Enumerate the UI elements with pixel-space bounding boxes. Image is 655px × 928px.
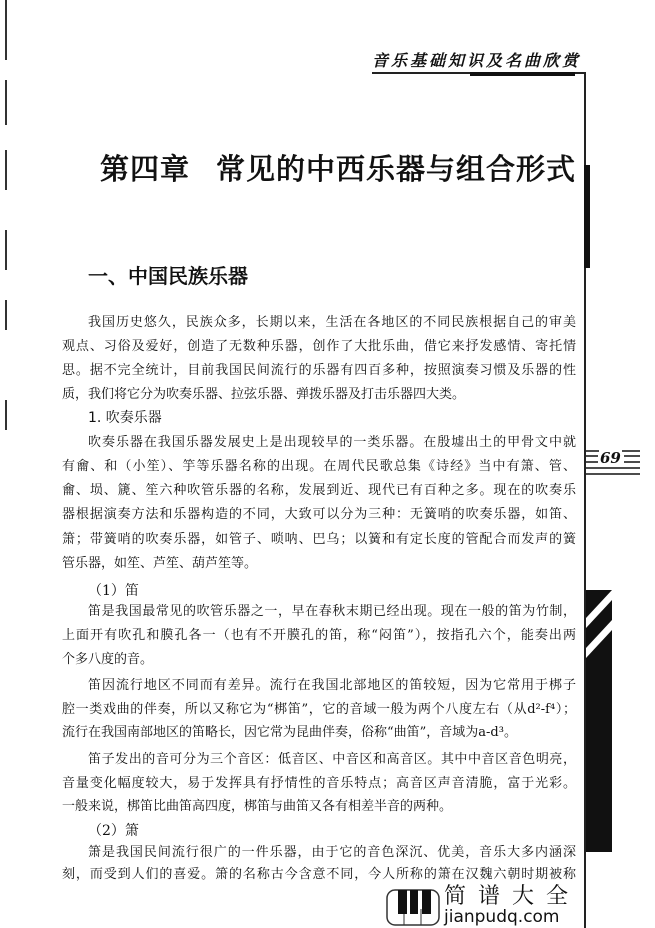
text-line: 一般来说，梆笛比曲笛高四度，梆笛与曲笛又各有相差半音的两种。: [62, 799, 453, 814]
text-line: 音量变化幅度较大，易于发挥具有抒情性的音乐特点；高音区声音清脆，富于光彩。: [62, 776, 576, 791]
subsection-heading: 1. 吹奏乐器: [88, 410, 162, 426]
text-line: 有龠、和（小笙）、竽等乐器名称的出现。在周代民歌总集《诗经》当中有箫、管、: [62, 459, 576, 474]
section-heading: 一、中国民族乐器: [88, 264, 248, 288]
text-line: 笛子发出的音可分为三个音区：低音区、中音区和高音区。其中中音区音色明亮，: [88, 752, 576, 767]
margin-mark: [5, 0, 7, 60]
text-line: 流行在我国南部地区的笛略长，因它常为昆曲伴奏，俗称“曲笛”，音域为a-d³。: [62, 725, 517, 740]
text-line: 刻，而受到人们的喜爱。箫的名称古今含意不同，今人所称的箫在汉魏六朝时期被称: [62, 867, 576, 882]
page-number-tab: [586, 448, 640, 478]
margin-mark: [5, 230, 7, 270]
text-line: 箫是我国民间流行很广的一件乐器，由于它的音色深沉、优美，音乐大多内涵深: [88, 845, 576, 860]
running-header: 音乐基础知识及名曲欣赏: [372, 51, 582, 70]
margin-mark: [5, 80, 7, 125]
margin-bar: [584, 165, 590, 268]
margin-mark: [5, 150, 7, 190]
text-line: 个多八度的音。: [62, 652, 154, 667]
chapter-name: 常见的中西乐器与组合形式: [216, 152, 577, 186]
text-line: 笛因流行地区不同而有差异。流行在我国北部地区的笛较短，因为它常用于梆子: [88, 678, 576, 693]
text-line: 笛是我国最常见的吹管乐器之一，早在春秋末期已经出现。现在一般的笛为竹制，: [88, 604, 576, 619]
text-line: 器根据演奏方法和乐器构造的不同，大致可以分为三种：无簧哨的吹奏乐器，如笛、: [62, 507, 576, 522]
text-line: 龠、埙、篪、笙六种吹管乐器的名称，发展到近、现代已有百种之多。现在的吹奏乐: [62, 483, 576, 498]
text-line: 质，我们将它分为吹奏乐器、拉弦乐器、弹拨乐器及打击乐器四大类。: [62, 387, 466, 402]
text-line: 上面开有吹孔和膜孔各一（也有不开膜孔的笛，称“闷笛”），按指孔六个，能奏出两: [62, 628, 576, 643]
margin-mark: [5, 300, 7, 330]
text-line: 箫；带簧哨的吹奏乐器，如管子、唢呐、巴乌；以簧和有定长度的管配合而发声的簧: [62, 532, 576, 547]
text-line: 思。据不完全统计，目前我国民间流行的乐器有四百多种，按照演奏习惯及乐器的性: [62, 363, 576, 378]
item-heading-xiao: （2）箫: [88, 823, 139, 839]
margin-mark: [5, 400, 7, 430]
text-line: 吹奏乐器在我国乐器发展史上是出现较早的一类乐器。在殷墟出土的甲骨文中就: [88, 435, 576, 450]
piano-keys-icon: [386, 889, 440, 926]
text-line: 腔一类戏曲的伴奏，所以又称它为“梆笛”，它的音域一般为两个八度左右（从d²-f⁴）；: [62, 702, 576, 717]
watermark-name: 简谱大全: [444, 884, 581, 909]
page-number: 69: [600, 449, 621, 467]
chapter-label: 第四章: [100, 152, 191, 186]
margin-stripe-bar: [586, 590, 612, 852]
watermark-url: jianpudq.com: [444, 907, 560, 927]
text-line: 观点、习俗及爱好，创造了无数种乐器，创作了大批乐曲，借它来抒发感情、寄托情: [62, 339, 576, 354]
text-line: 我国历史悠久，民族众多，长期以来，生活在各地区的不同民族根据自己的审美: [88, 315, 576, 330]
header-rule-thick: [470, 72, 575, 76]
item-heading-di: （1）笛: [88, 583, 139, 599]
text-line: 管乐器，如笙、芦笙、葫芦笙等。: [62, 556, 258, 571]
chapter-title: [100, 147, 576, 188]
